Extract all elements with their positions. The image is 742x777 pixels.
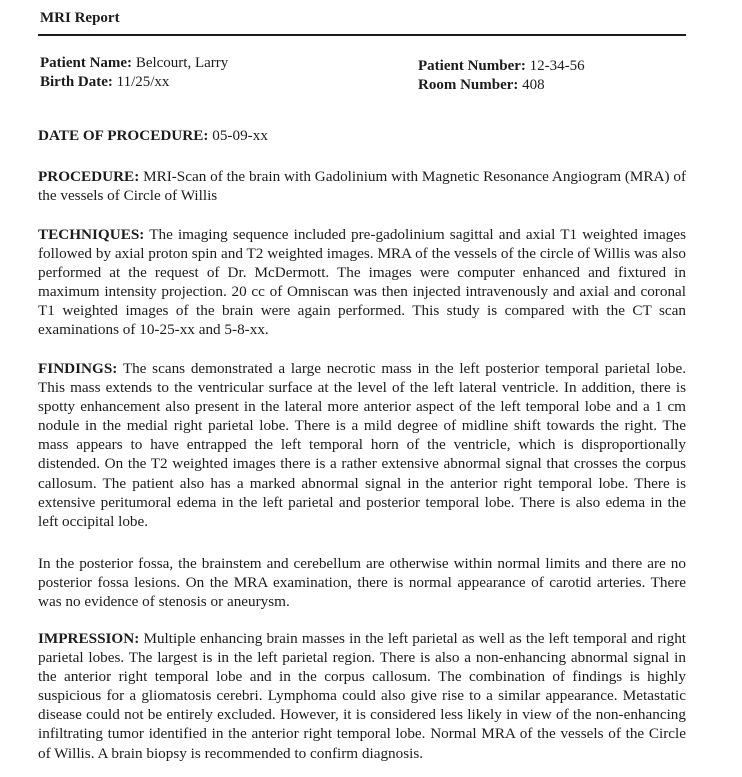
impression-text: Multiple enhancing brain masses in the left parietal as well as the left temporal and right parietal lobes. The largest is in the left parietal region. There is also a non-enhancing abnormal signal in the anterior right temporal lobe and in the corpus callosum. The combination of findings is highly suspicious for a gliomatosis cerebri. Lymphoma could also give rise to a similar appearance. Metastatic disease could not be entirely excluded. However, it is considered less likely in view of the non-enhancing infiltrating tumor identified in the anterior right temporal lobe. Normal MRA of the vessels of the Circle of Willis. A brain biopsy is recommended to confirm diagnosis. (38, 630, 686, 762)
patient-number-label: Patient Number: (418, 58, 526, 74)
procedure-section (38, 167, 686, 205)
title-rule (38, 34, 686, 36)
date-of-procedure (38, 126, 686, 145)
posterior-fossa-section (38, 554, 686, 611)
techniques-label: TECHNIQUES: (38, 226, 145, 243)
techniques-text: The imaging sequence included pre-gadolinium sagittal and axial T1 weighted images followed by axial proton spin and T2 weighted images. MRA of the vessels of the circle of Willis was also performed at the request of Dr. McDermott. The images were computer enhanced and fixtured in maximum intensity projection. 20 cc of Omniscan was then injected intravenously and axial and coronal T1 weighted images of the brain were again performed. This study is compared with the CT scan examinations of 10-25-xx and 5-8-xx. (38, 226, 687, 339)
patient-number-value: 12-34-56 (529, 58, 585, 74)
date-of-procedure-value: 05-09-xx (212, 127, 268, 144)
procedure-text: MRI-Scan of the brain with Gadolinium with Magnetic Resonance Angiogram (MRA) of the vessels of Circle of Willis (38, 168, 686, 205)
date-of-procedure-label: DATE OF PROCEDURE: (38, 127, 209, 144)
findings-section (38, 359, 686, 531)
patient-name-label: Patient Name: (40, 55, 133, 71)
impression-label: IMPRESSION: (38, 630, 140, 647)
patient-name-row (40, 54, 228, 73)
patient-name-value: Belcourt, Larry (135, 55, 229, 71)
impression-section (38, 629, 686, 777)
birth-date-row (40, 73, 228, 92)
patient-info-right (418, 57, 585, 95)
room-number-label: Room Number: (418, 77, 519, 93)
room-number-row (418, 76, 585, 95)
techniques-section (38, 225, 686, 340)
findings-label: FINDINGS: (38, 360, 118, 377)
patient-info-left (40, 54, 228, 92)
findings-text: The scans demonstrated a large necrotic mass in the left posterior temporal parietal lobe. This mass extends to the ventricular surface at the level of the left lateral ventricle. In addition, there is spotty enhancement also present in the lateral more anterior aspect of the left temporal lobe and a 1 cm nodule in the medial right parietal lobe. There is a mild degree of midline shift towards the right. The mass appears to have entrapped the left temporal horn of the ventricle, which is disproportionally distended. On the T2 weighted images there is a rather extensive abnormal signal that crosses the corpus callosum. The patient also has a marked abnormal signal in the anterior right temporal lobe. There is extensive peritumoral edema in the left parietal and posterior temporal lobe. There is also edema in the left occipital lobe. (38, 360, 686, 530)
birth-date-value: 11/25/xx (116, 74, 170, 90)
patient-number-row (418, 57, 585, 76)
posterior-fossa-text: In the posterior fossa, the brainstem and cerebellum are otherwise within normal limits and there are no posterior fossa lesions. On the MRA examination, there is normal appearance of carotid arteries. There was no evidence of stenosis or aneurysm. (38, 555, 686, 611)
report-title: MRI Report (40, 10, 120, 26)
room-number-value: 408 (522, 77, 545, 93)
birth-date-label: Birth Date: (40, 74, 113, 90)
procedure-label: PROCEDURE: (38, 168, 140, 185)
